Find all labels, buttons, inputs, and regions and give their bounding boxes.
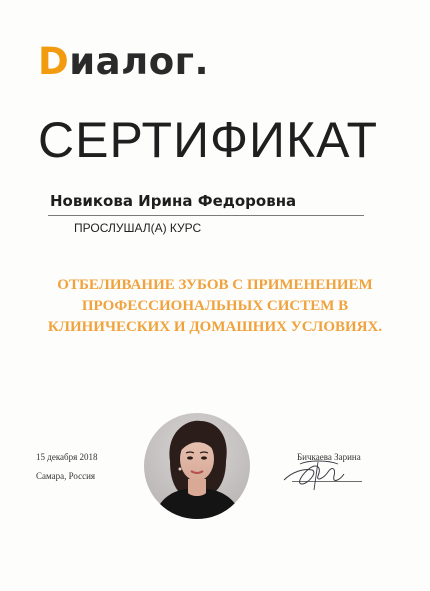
issue-date: 15 декабря 2018: [36, 452, 98, 462]
dialog-logo: [38, 36, 209, 82]
course-label: ПРОСЛУШАЛ(А) КУРС: [74, 221, 202, 235]
portrait-photo-icon: [144, 413, 250, 519]
certificate-title: СЕРТИФИКАТ: [38, 112, 379, 168]
portrait-photo: [144, 413, 250, 519]
name-underline: [48, 215, 364, 216]
logo-rest: иалог.: [69, 40, 210, 83]
issue-location: Самара, Россия: [36, 471, 96, 481]
course-name: ОТБЕЛИВАНИЕ ЗУБОВ С ПРИМЕНЕНИЕМ ПРОФЕССИОНАЛЬНЫХ СИСТЕМ В КЛИНИЧЕСКИХ И ДОМАШНИХ УСЛОВИЯХ.: [47, 277, 383, 335]
signer-name: Бичкаева Зарина: [297, 452, 361, 462]
signature-icon: [278, 454, 358, 494]
recipient-name: Новикова Ирина Федоровна: [50, 192, 297, 210]
logo-first-letter: D: [38, 40, 70, 83]
